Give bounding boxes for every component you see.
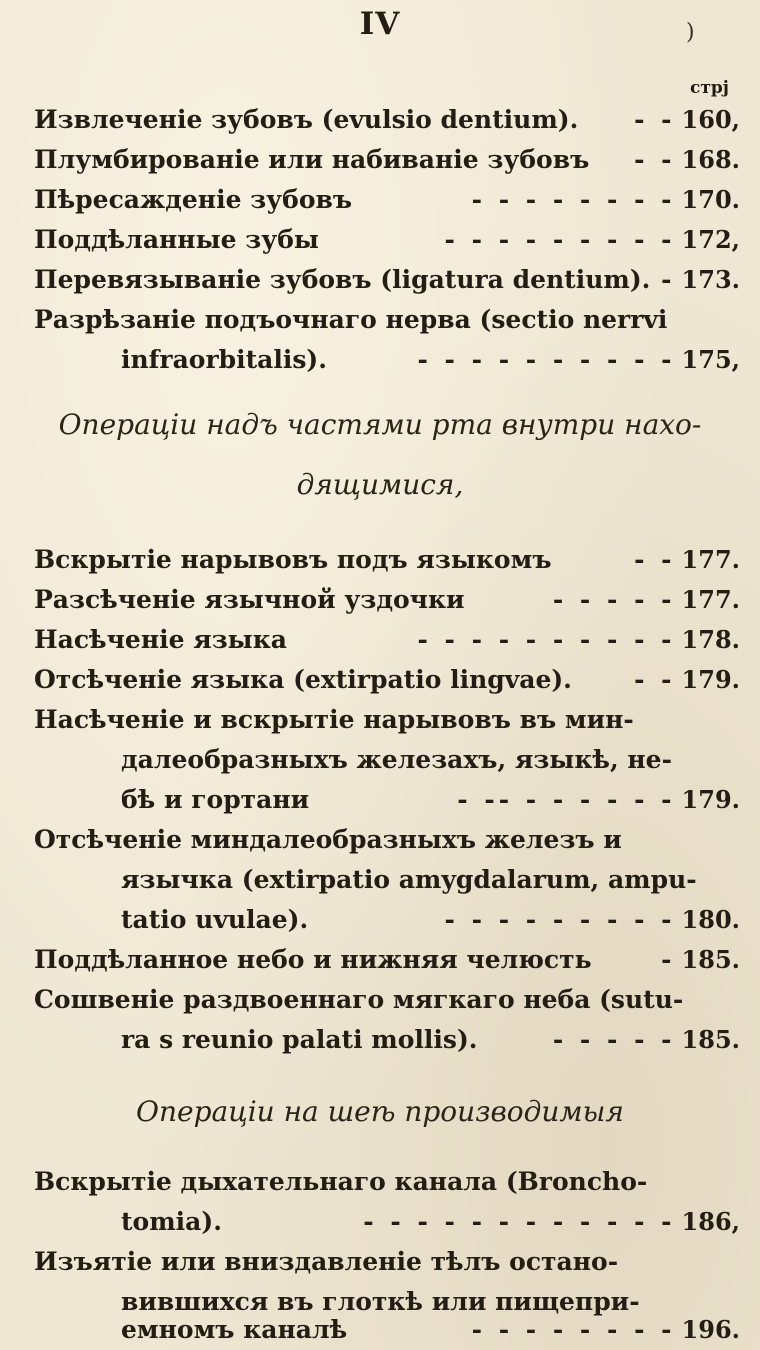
toc-entry-page: 185. — [681, 1025, 740, 1054]
toc-entry-continuation — [121, 1310, 740, 1350]
toc-entry-continuation — [121, 860, 740, 900]
toc-entry-continuation — [121, 1020, 740, 1060]
toc-entry-title: Поддѣланное небо и нижняя челюсть — [34, 945, 592, 974]
toc-entry-title: Вскрытіе нарывовъ подъ языкомъ — [34, 545, 552, 574]
toc-entry — [34, 100, 740, 140]
toc-entry-title: Вскрытіе дыхательнаго канала (Broncho- — [34, 1167, 648, 1196]
toc-entry-continuation — [121, 740, 740, 780]
dot-leader: - - - - - - - - - - — [417, 345, 676, 374]
dot-leader: - - - - - - - - — [471, 185, 676, 214]
dot-leader: - - — [634, 145, 676, 174]
toc-entry-title: язычка (extirpatio amygdalarum, ampu- — [121, 865, 697, 894]
toc-entry — [34, 540, 740, 580]
toc-entry-page: 196. — [681, 1315, 740, 1344]
toc-entry-title: Извлеченіе зубовъ (evulsio dentium). — [34, 105, 579, 134]
toc-entry — [34, 980, 740, 1020]
toc-entry-continuation — [121, 340, 740, 380]
section-heading: Операціи надъ частями рта внутри нахо- — [58, 408, 702, 441]
toc-entry — [34, 580, 740, 620]
toc-entry-title: бѣ и гортани — [121, 785, 310, 814]
dot-leader: - - — [634, 665, 676, 694]
dot-leader: - - - - - - - - — [471, 1315, 676, 1344]
toc-entry-page: 180. — [681, 905, 740, 934]
toc-entry-title: Разсѣченіе язычной уздочки — [34, 585, 465, 614]
toc-entry-title: Поддѣланные зубы — [34, 225, 319, 254]
dot-leader: - -- - - - - - - — [457, 785, 676, 814]
toc-entry-title: Сошвеніе раздвоеннаго мягкаго неба (sutu- — [34, 985, 684, 1014]
section-heading: Операціи на шеѣ производимыя — [136, 1095, 624, 1128]
dot-leader: - - - - - - - - - — [444, 225, 676, 254]
toc-entry-page: 175, — [681, 345, 740, 374]
toc-entry-page: 177. — [681, 545, 740, 574]
toc-entry-title: вившихся въ глоткѣ или пищепри- — [121, 1287, 640, 1316]
toc-entry-continuation — [121, 1202, 740, 1242]
dot-leader: - — [661, 265, 676, 294]
toc-entry-continuation — [121, 900, 740, 940]
toc-entry-title: Перевязываніе зубовъ (ligatura dentium). — [34, 265, 651, 294]
toc-entry-page: 160, — [681, 105, 740, 134]
toc-entry — [34, 260, 740, 300]
toc-entry-title: далеобразныхъ железахъ, языкѣ, не- — [121, 745, 672, 774]
toc-entry-title: Отсѣченіе языка (extirpatio lingvae). — [34, 665, 572, 694]
dot-leader: - — [661, 945, 676, 974]
toc-entry — [34, 940, 740, 980]
page-column-header: стрј — [690, 78, 729, 98]
toc-entry-title: Плумбированіе или набиваніе зубовъ — [34, 145, 590, 174]
dot-leader: - - - - - — [552, 1025, 676, 1054]
dot-leader: - - - - - - - - - - — [417, 625, 676, 654]
toc-entry — [34, 660, 740, 700]
toc-entry-title: Отсѣченіе миндалеобразныхъ железъ и — [34, 825, 622, 854]
toc-entry — [34, 180, 740, 220]
toc-entry-page: 185. — [681, 945, 740, 974]
toc-entry-title: Изъятіе или вниздавленіе тѣлъ остано- — [34, 1247, 619, 1276]
toc-entry-title: Разрѣзаніе подъочнаго нерва (sectio nerrvi — [34, 305, 668, 334]
toc-entry-title: Насѣченіе языка — [34, 625, 287, 654]
toc-entry-page: 168. — [681, 145, 740, 174]
toc-entry-title: tatio uvulae). — [121, 905, 309, 934]
dot-leader: - - - - - - - - - — [444, 905, 676, 934]
toc-entry-title: Насѣченіе и вскрытіе нарывовъ въ мин- — [34, 705, 634, 734]
dot-leader: - - — [634, 545, 676, 574]
toc-entry-page: 170. — [681, 185, 740, 214]
toc-entry — [34, 1242, 740, 1282]
toc-entry-title: infraorbitalis). — [121, 345, 327, 374]
toc-entry — [34, 140, 740, 180]
toc-entry — [34, 220, 740, 260]
toc-entry-page: 173. — [681, 265, 740, 294]
toc-entry-page: 179. — [681, 785, 740, 814]
toc-entry — [34, 820, 740, 860]
toc-entry-page: 186, — [681, 1207, 740, 1236]
toc-entry-page: 179. — [681, 665, 740, 694]
toc-entry-page: 178. — [681, 625, 740, 654]
corner-mark: ) — [686, 20, 695, 45]
dot-leader: - - - - - - - - - - - - — [363, 1207, 676, 1236]
page-number: IV — [359, 6, 401, 42]
toc-entry-page: 172, — [681, 225, 740, 254]
toc-entry — [34, 700, 740, 740]
toc-entry — [34, 300, 740, 340]
dot-leader: - - - - - — [552, 585, 676, 614]
toc-entry — [34, 620, 740, 660]
toc-entry-title: tomia). — [121, 1207, 222, 1236]
dot-leader: - - — [634, 105, 676, 134]
toc-entry-title: емномъ каналѣ — [121, 1315, 348, 1344]
toc-entry-page: 177. — [681, 585, 740, 614]
toc-entry — [34, 1162, 740, 1202]
section-heading-continuation: дящимися, — [296, 468, 464, 501]
toc-entry-title: ra s reunio palati mollis). — [121, 1025, 478, 1054]
toc-entry-continuation — [121, 780, 740, 820]
toc-entry-title: Пѣресажденіе зубовъ — [34, 185, 353, 214]
